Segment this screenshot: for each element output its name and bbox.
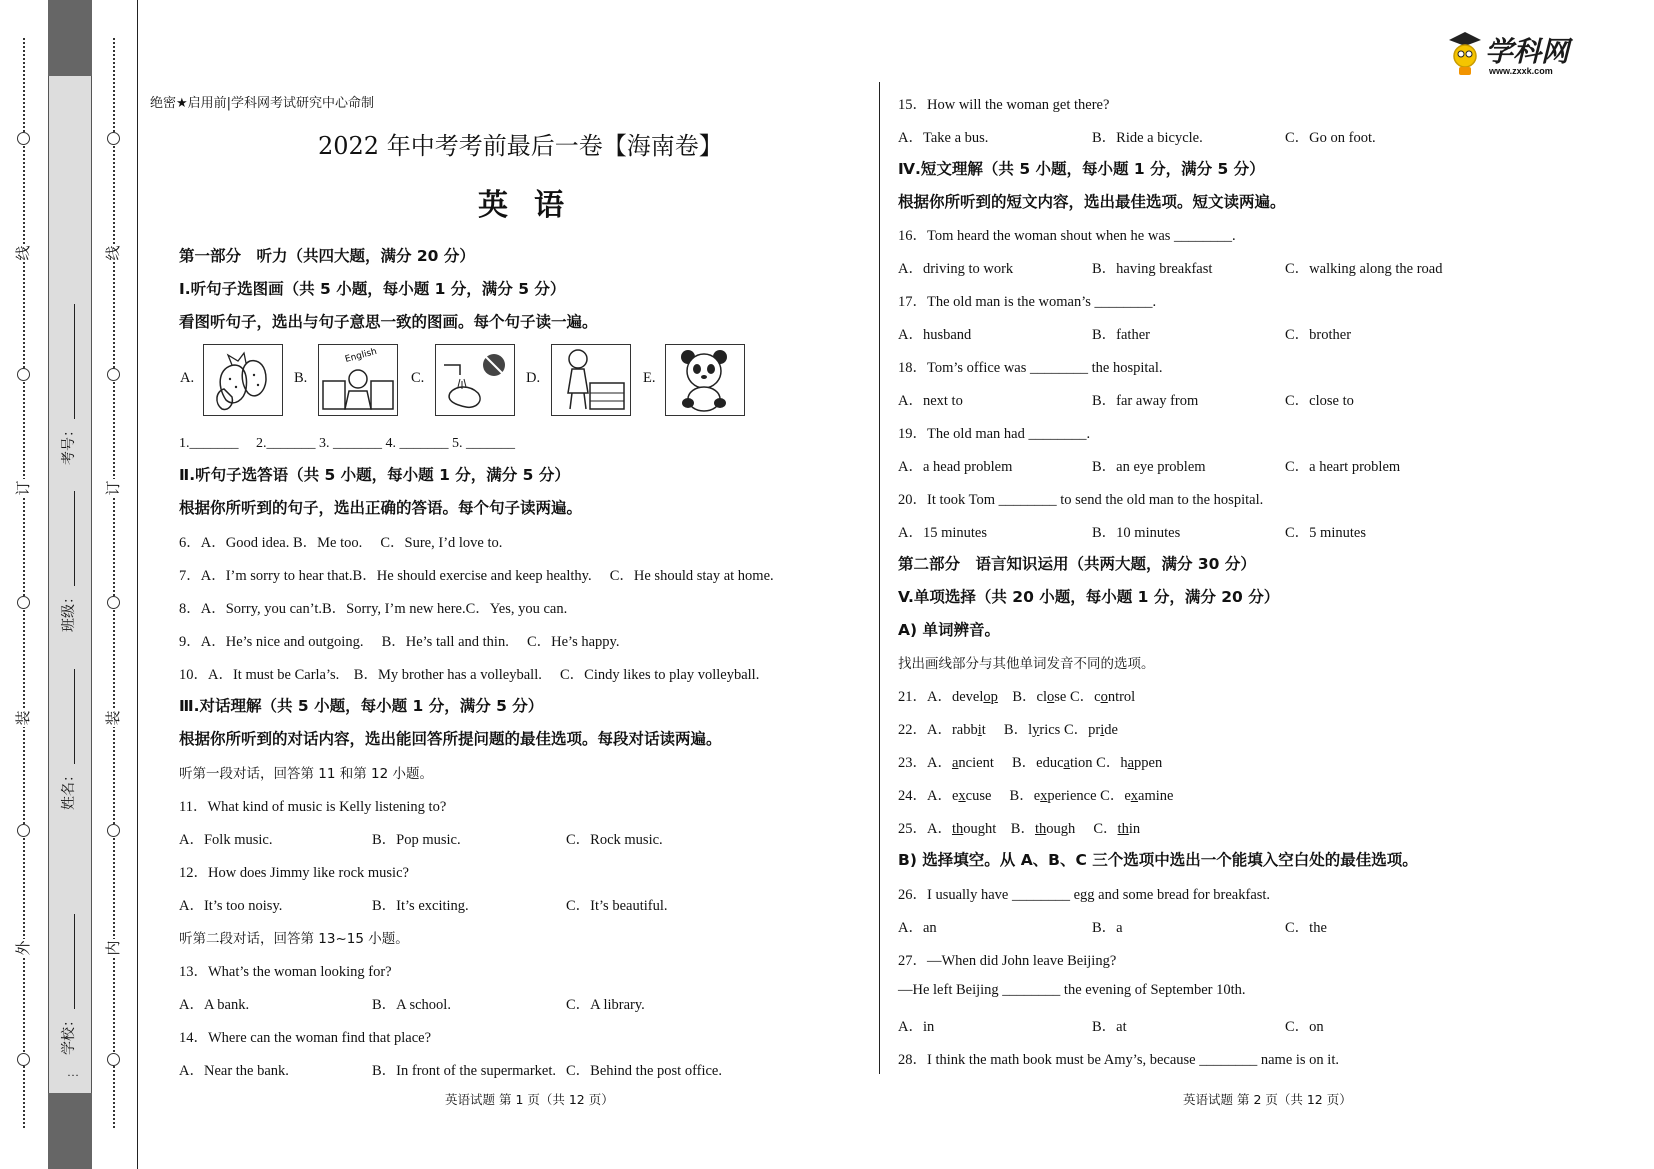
section4-title: Ⅳ.短文理解（共 5 小题，每小题 1 分，满分 5 分） bbox=[898, 160, 1265, 178]
conversation-2-note: 听第二段对话，回答第 13~15 小题。 bbox=[179, 931, 409, 947]
question-26: 26．I usually have ________ egg and some bread for breakfast. bbox=[898, 887, 1271, 903]
q11-option-c: C．Rock music. bbox=[566, 832, 663, 848]
question-12: 12．How does Jimmy like rock music? bbox=[179, 865, 409, 881]
binding-circle bbox=[17, 1053, 30, 1066]
pic-label-c: C. bbox=[411, 370, 425, 386]
picture-answer-blanks: 1._______ 2._______ 3. _______ 4. _______ 5. _______ bbox=[179, 436, 515, 451]
binding-circle bbox=[107, 824, 120, 837]
outer-cut-line bbox=[23, 38, 25, 1128]
binding-char-ding: 订 bbox=[16, 480, 32, 496]
section1-title: Ⅰ.听句子选图画（共 5 小题，每小题 1 分，满分 5 分） bbox=[179, 280, 566, 298]
q14-option-a: A．Near the bank. bbox=[179, 1063, 289, 1079]
page-2-footer: 英语试题 第 2 页（共 12 页） bbox=[1183, 1092, 1352, 1107]
q26-option-a: A．an bbox=[898, 920, 937, 936]
q18-option-c: C．close to bbox=[1285, 393, 1354, 409]
subsection-b-title: B) 选择填空。从 A、B、C 三个选项中选出一个能填入空白处的最佳选项。 bbox=[898, 851, 1418, 869]
subsection-a-instructions: 找出画线部分与其他单词发音不同的选项。 bbox=[898, 656, 1155, 672]
class-label: 班级： bbox=[60, 590, 76, 632]
pic-label-d: D. bbox=[526, 370, 541, 386]
question-27-response: —He left Beijing ________ the evening of September 10th. bbox=[898, 982, 1246, 998]
binding-circle bbox=[107, 596, 120, 609]
q26-option-c: C．the bbox=[1285, 920, 1327, 936]
q15-option-c: C．Go on foot. bbox=[1285, 130, 1376, 146]
binding-circle bbox=[17, 824, 30, 837]
binding-char-nei: 内 bbox=[106, 940, 122, 956]
q17-option-a: A．husband bbox=[898, 327, 972, 343]
q12-option-b: B．It’s exciting. bbox=[372, 898, 469, 914]
binding-char-xian: 线 bbox=[16, 245, 32, 261]
q11-option-a: A．Folk music. bbox=[179, 832, 273, 848]
question-7: 7．A．I’m sorry to hear that.B．He should exercise and keep healthy. C．He should stay at home. bbox=[179, 568, 774, 584]
q17-option-c: C．brother bbox=[1285, 327, 1352, 343]
question-22: 22．A．rabbit B．lyrics C．pride bbox=[898, 722, 1118, 738]
xuekewang-logo bbox=[1445, 28, 1585, 85]
binding-circle bbox=[107, 132, 120, 145]
q15-option-a: A．Take a bus. bbox=[898, 130, 989, 146]
section3-instructions: 根据你所听到的对话内容，选出能回答所提问题的最佳选项。每段对话读两遍。 bbox=[179, 730, 722, 748]
question-9: 9．A．He’s nice and outgoing. B．He’s tall and thin. C．He’s happy. bbox=[179, 634, 620, 650]
question-23: 23．A．ancient B．education C．happen bbox=[898, 755, 1163, 771]
q19-option-a: A．a head problem bbox=[898, 459, 1013, 475]
conversation-1-note: 听第一段对话，回答第 11 和第 12 小题。 bbox=[179, 766, 434, 782]
binding-circle bbox=[17, 368, 30, 381]
section2-title: Ⅱ.听句子选答语（共 5 小题，每小题 1 分，满分 5 分） bbox=[179, 466, 570, 484]
inner-cut-line bbox=[113, 38, 115, 1128]
pic-b-english bbox=[318, 344, 398, 416]
binding-strip-bottom-block bbox=[48, 1093, 92, 1169]
question-18: 18．Tom’s office was ________ the hospital. bbox=[898, 360, 1163, 376]
binding-char-zhuang: 装 bbox=[16, 710, 32, 726]
binding-char-ding: 订 bbox=[106, 480, 122, 496]
q16-option-c: C．walking along the road bbox=[1285, 261, 1443, 277]
binding-circle bbox=[17, 596, 30, 609]
no-wash-icon bbox=[436, 345, 513, 414]
question-16: 16．Tom heard the woman shout when he was ________. bbox=[898, 228, 1236, 244]
question-6: 6．A．Good idea. B．Me too. C．Sure, I’d love to. bbox=[179, 535, 503, 551]
binding-char-wai: 外 bbox=[16, 940, 32, 956]
q14-option-c: C．Behind the post office. bbox=[566, 1063, 722, 1079]
question-25: 25．A．thought B．though C．thin bbox=[898, 821, 1141, 837]
question-21: 21．A．develop B．close C．control bbox=[898, 689, 1136, 705]
q27-option-c: C．on bbox=[1285, 1019, 1324, 1035]
q19-option-c: C．a heart problem bbox=[1285, 459, 1401, 475]
q19-option-b: B．an eye problem bbox=[1092, 459, 1206, 475]
q14-option-b: B．In front of the supermarket. bbox=[372, 1063, 557, 1079]
page-1-footer: 英语试题 第 1 页（共 12 页） bbox=[445, 1092, 614, 1107]
section4-instructions: 根据你所听到的短文内容，选出最佳选项。短文读两遍。 bbox=[898, 193, 1286, 211]
question-8: 8．A．Sorry, you can’t.B．Sorry, I’m new here.C．Yes, you can. bbox=[179, 601, 568, 617]
pic-d-boy-desk bbox=[551, 344, 631, 416]
strawberry-icon bbox=[204, 345, 281, 414]
binding-circle bbox=[107, 1053, 120, 1066]
q12-option-c: C．It’s beautiful. bbox=[566, 898, 668, 914]
pic-label-a: A. bbox=[180, 370, 195, 386]
page-separator bbox=[879, 82, 880, 1074]
binding-circle bbox=[107, 368, 120, 381]
pic-c-no-wash bbox=[435, 344, 515, 416]
section1-instructions: 看图听句子，选出与句子意思一致的图画。每个句子读一遍。 bbox=[179, 313, 598, 331]
q20-option-c: C．5 minutes bbox=[1285, 525, 1366, 541]
question-10: 10．A．It must be Carla’s. B．My brother has a volleyball. C．Cindy likes to play volleyball. bbox=[179, 667, 760, 683]
question-24: 24．A．excuse B．experience C．examine bbox=[898, 788, 1174, 804]
school-field[interactable] bbox=[58, 914, 78, 1055]
question-27: 27．—When did John leave Beijing? bbox=[898, 953, 1117, 969]
section3-title: Ⅲ.对话理解（共 5 小题，每小题 1 分，满分 5 分） bbox=[179, 697, 544, 715]
confidential-notice: 绝密★启用前|学科网考试研究中心命制 bbox=[150, 96, 375, 111]
exam-number-label: 考号： bbox=[60, 423, 76, 465]
name-field[interactable] bbox=[58, 669, 78, 810]
subsection-a-title: A) 单词辨音。 bbox=[898, 621, 1000, 639]
binding-dots: … bbox=[67, 1065, 79, 1079]
q13-option-a: A．A bank. bbox=[179, 997, 250, 1013]
exam-number-field[interactable] bbox=[58, 304, 78, 465]
part2-heading: 第二部分 语言知识运用（共两大题，满分 30 分） bbox=[898, 555, 1256, 573]
question-13: 13．What’s the woman looking for? bbox=[179, 964, 392, 980]
exam-subject: 英语 bbox=[478, 188, 590, 223]
q12-option-a: A．It’s too noisy. bbox=[179, 898, 283, 914]
q27-option-a: A．in bbox=[898, 1019, 935, 1035]
part1-heading: 第一部分 听力（共四大题，满分 20 分） bbox=[179, 247, 475, 265]
question-14: 14．Where can the woman find that place? bbox=[179, 1030, 432, 1046]
q15-option-b: B．Ride a bicycle. bbox=[1092, 130, 1203, 146]
pic-label-b: B. bbox=[294, 370, 308, 386]
q16-option-b: B．having breakfast bbox=[1092, 261, 1213, 277]
q17-option-b: B．father bbox=[1092, 327, 1150, 343]
logo-url: www.zxxk.com bbox=[1489, 66, 1553, 76]
q20-option-b: B．10 minutes bbox=[1092, 525, 1181, 541]
logo-text: 学科网 bbox=[1485, 35, 1570, 68]
section2-instructions: 根据你所听到的句子，选出正确的答语。每个句子读两遍。 bbox=[179, 499, 583, 517]
question-28: 28．I think the math book must be Amy’s, because ________ name is on it. bbox=[898, 1052, 1339, 1068]
pic-label-e: E. bbox=[643, 370, 656, 386]
section5-title: V.单项选择（共 20 小题，每小题 1 分，满分 20 分） bbox=[898, 588, 1280, 606]
q20-option-a: A．15 minutes bbox=[898, 525, 988, 541]
q13-option-b: B．A school. bbox=[372, 997, 451, 1013]
question-15: 15．How will the woman get there? bbox=[898, 97, 1110, 113]
q11-option-b: B．Pop music. bbox=[372, 832, 461, 848]
question-17: 17．The old man is the woman’s ________. bbox=[898, 294, 1157, 310]
class-field[interactable] bbox=[58, 491, 78, 632]
pic-e-panda bbox=[665, 344, 745, 416]
question-11: 11．What kind of music is Kelly listening to? bbox=[179, 799, 447, 815]
q26-option-b: B．a bbox=[1092, 920, 1123, 936]
question-19: 19．The old man had ________. bbox=[898, 426, 1091, 442]
q18-option-a: A．next to bbox=[898, 393, 963, 409]
q27-option-b: B．at bbox=[1092, 1019, 1127, 1035]
q16-option-a: A．driving to work bbox=[898, 261, 1014, 277]
q13-option-c: C．A library. bbox=[566, 997, 645, 1013]
question-20: 20．It took Tom ________ to send the old man to the hospital. bbox=[898, 492, 1264, 508]
english-reader-icon bbox=[319, 345, 396, 414]
q18-option-b: B．far away from bbox=[1092, 393, 1199, 409]
pic-a-strawberry bbox=[203, 344, 283, 416]
english-caption: English bbox=[344, 346, 379, 365]
binding-char-zhuang: 装 bbox=[106, 710, 122, 726]
panda-icon bbox=[666, 345, 743, 414]
binding-strip-top-block bbox=[48, 0, 92, 76]
binding-circle bbox=[17, 132, 30, 145]
name-label: 姓名： bbox=[60, 768, 76, 810]
binding-char-xian: 线 bbox=[106, 245, 122, 261]
exam-title: 2022 年中考考前最后一卷【海南卷】 bbox=[318, 132, 723, 160]
boy-desk-icon bbox=[552, 345, 629, 414]
school-label: 学校： bbox=[60, 1013, 76, 1055]
